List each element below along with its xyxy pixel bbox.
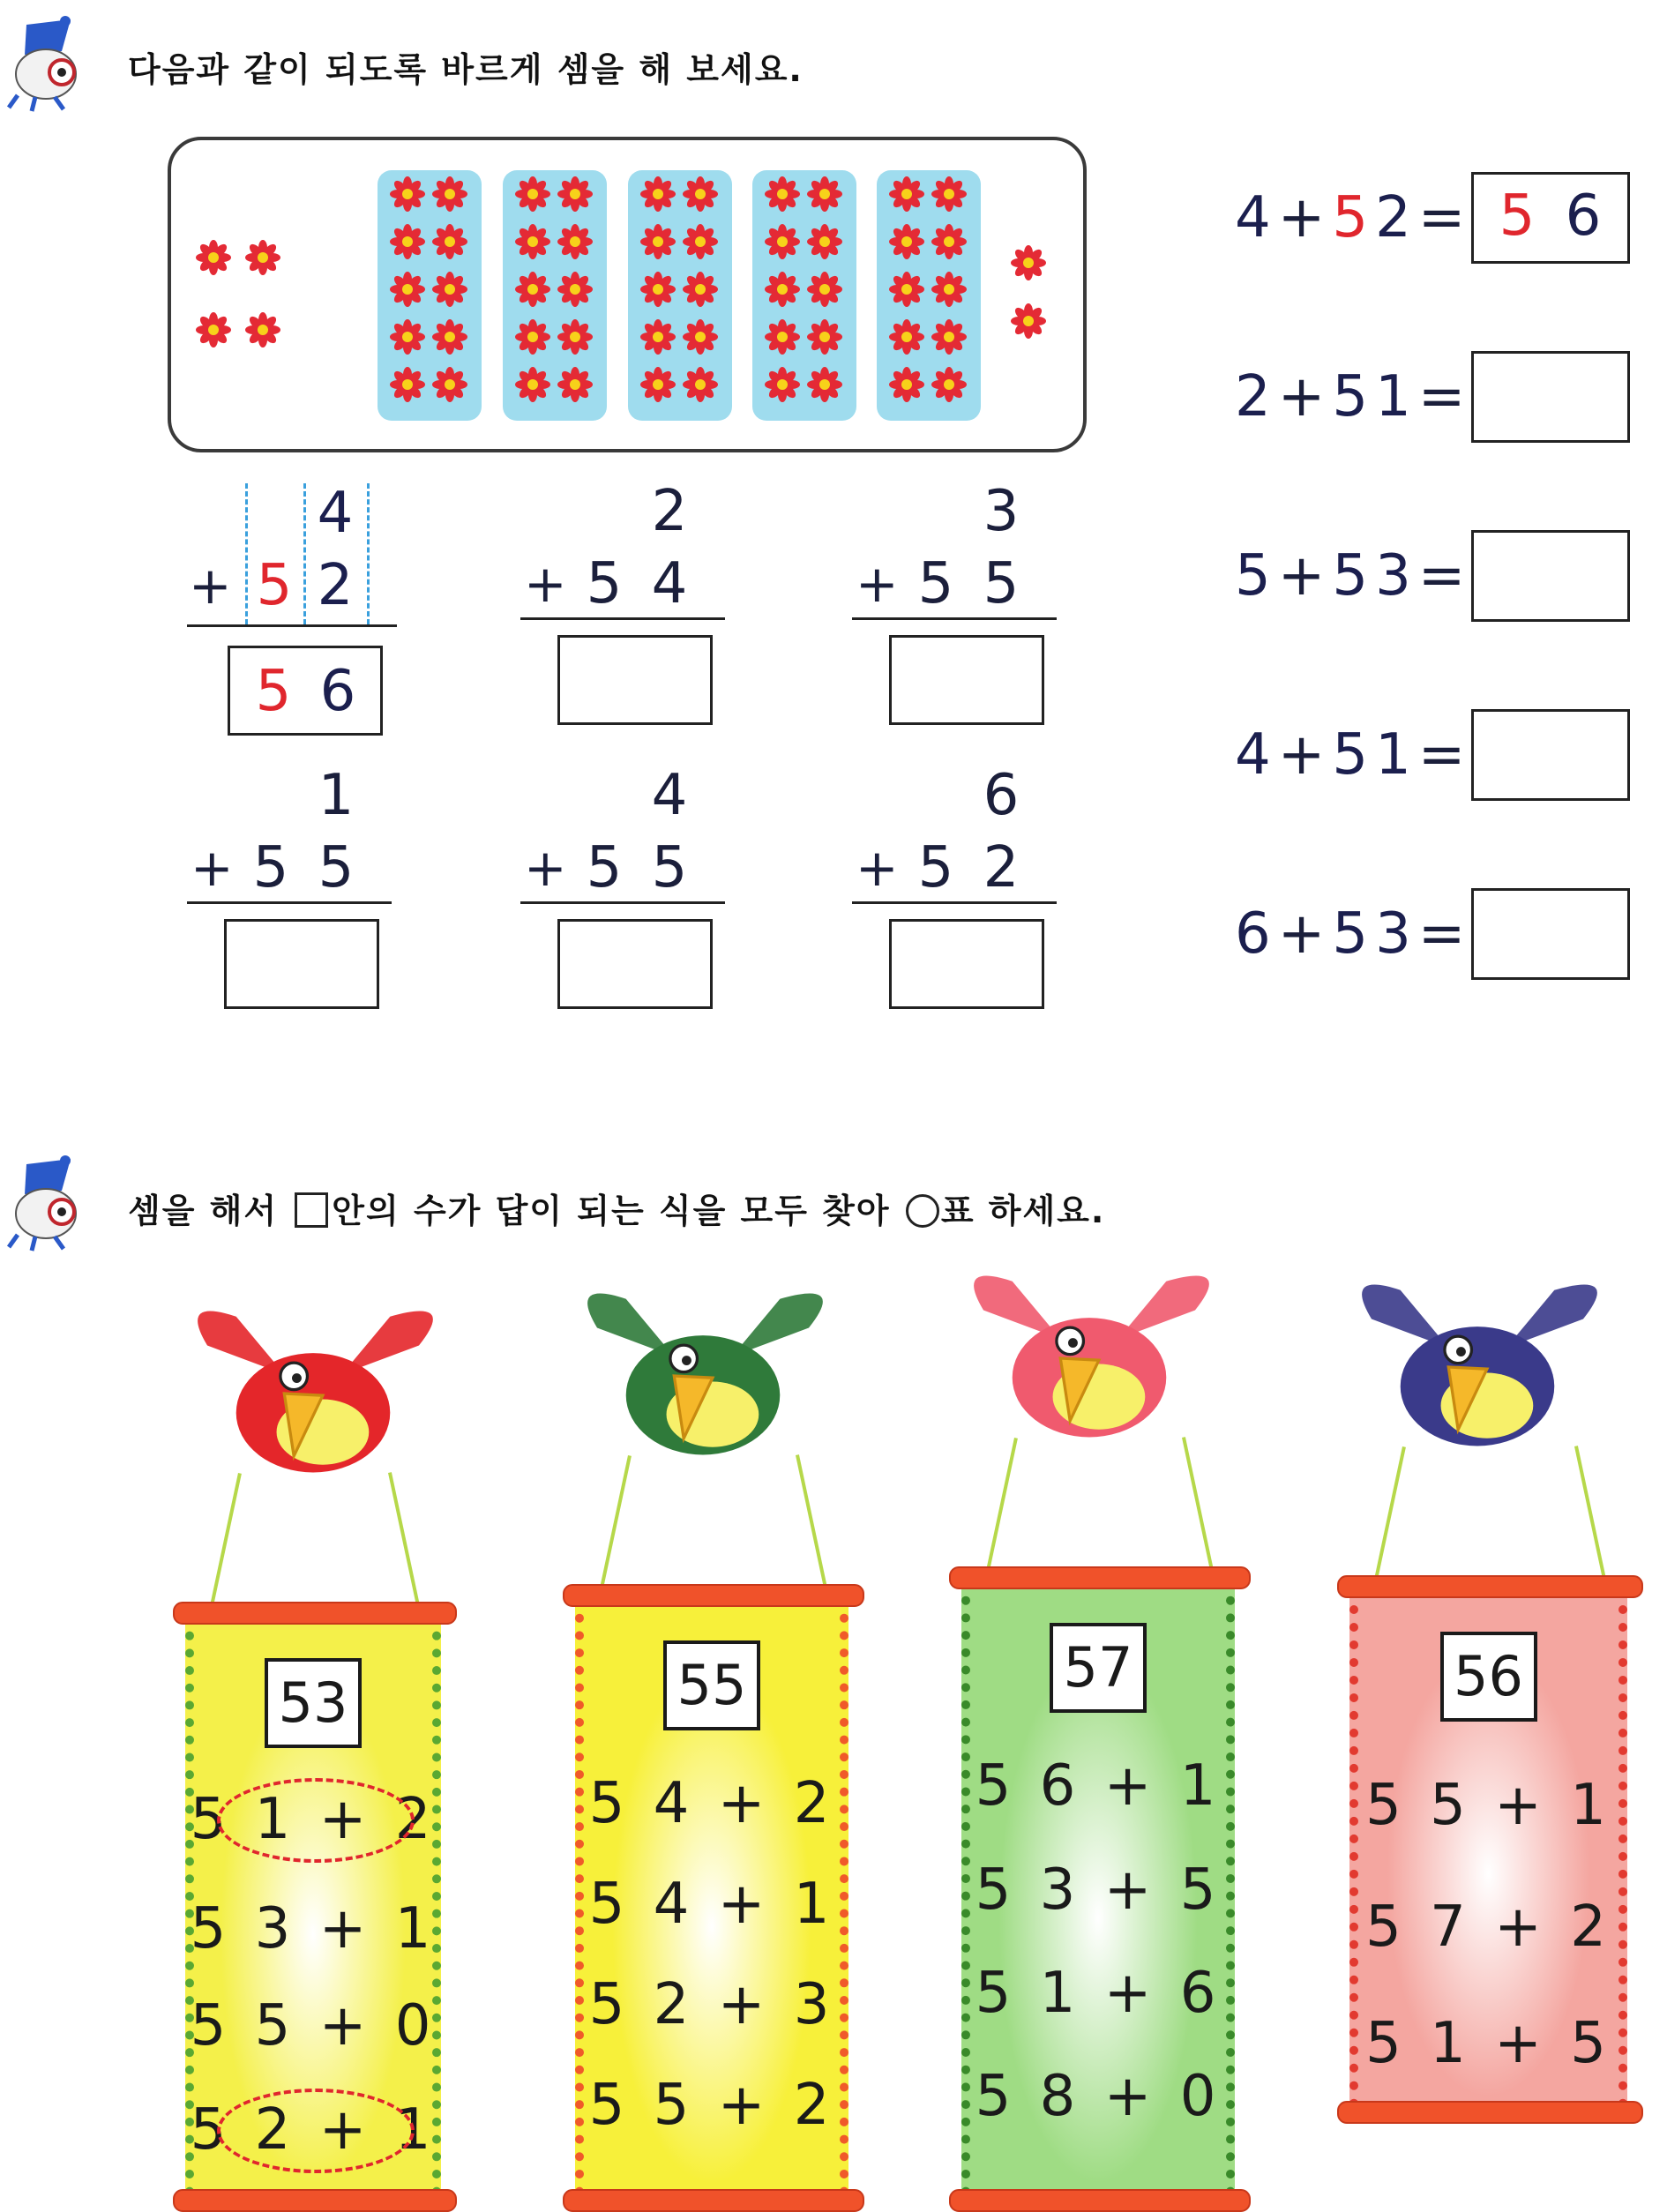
operand-a: 4 xyxy=(1235,185,1271,250)
horizontal-problem xyxy=(1235,543,1472,609)
flower-icon xyxy=(807,272,842,307)
flower-icon xyxy=(515,272,550,307)
flower-icon xyxy=(196,312,231,347)
target-number-box: 53 xyxy=(265,1658,362,1748)
flower-icon xyxy=(683,367,718,402)
flower-icon xyxy=(557,367,593,402)
banner-top-rod xyxy=(1337,1575,1643,1598)
flower-icon xyxy=(683,319,718,355)
operator: + xyxy=(1277,543,1326,609)
vertical-bottom-tens: 5 xyxy=(586,835,623,900)
flower-icon xyxy=(765,176,800,212)
vertical-bottom-tens: 5 xyxy=(586,551,623,617)
flower-icon xyxy=(515,367,550,402)
flower-icon xyxy=(683,176,718,212)
vertical-plus: + xyxy=(191,838,234,898)
expression[interactable]: 5 6 + 1 xyxy=(975,1753,1222,1819)
target-number-box: 56 xyxy=(1440,1632,1537,1722)
operand-b-tens: 5 xyxy=(1332,901,1369,967)
banner-bottom-rod xyxy=(173,2189,457,2212)
operand-b-ones: 3 xyxy=(1375,543,1411,609)
expression[interactable]: 5 1 + 6 xyxy=(975,1961,1222,2026)
guide-dash-mid xyxy=(303,483,306,624)
operand-a: 5 xyxy=(1235,543,1271,609)
horizontal-problem xyxy=(1235,901,1472,967)
flower-icon xyxy=(807,319,842,355)
expression[interactable]: 5 4 + 1 xyxy=(588,1872,835,1937)
equals-sign: = xyxy=(1417,901,1466,967)
vertical-top-digit: 6 xyxy=(983,763,1020,828)
flower-icon xyxy=(889,176,924,212)
answer-box[interactable] xyxy=(889,919,1044,1009)
horizontal-problem xyxy=(1235,364,1472,430)
flower-icon xyxy=(245,312,280,347)
operand-b-ones: 3 xyxy=(1375,901,1411,967)
operand-b-ones: 2 xyxy=(1375,185,1411,250)
flower-icon xyxy=(683,272,718,307)
equation-answer-box[interactable] xyxy=(1471,530,1630,622)
vertical-bottom-ones: 5 xyxy=(651,835,688,900)
flower-icon xyxy=(640,224,676,259)
vertical-plus: + xyxy=(524,554,567,614)
mascot-icon xyxy=(0,16,88,113)
vertical-rule xyxy=(852,901,1057,904)
example-answer-tens: 5 xyxy=(255,659,292,724)
example-ones-top: 4 xyxy=(317,481,354,546)
vertical-bottom-ones: 2 xyxy=(983,835,1020,900)
flower-icon xyxy=(683,224,718,259)
flower-icon xyxy=(889,319,924,355)
expression[interactable]: 5 4 + 2 xyxy=(588,1771,835,1836)
horizontal-problem xyxy=(1235,722,1472,788)
banner-top-rod xyxy=(563,1584,864,1607)
flower-icon xyxy=(390,272,425,307)
operator: + xyxy=(1277,901,1326,967)
vertical-bottom-tens: 5 xyxy=(917,835,954,900)
instruction-2-part2: 안의 수가 답이 되는 식을 모두 찾아 xyxy=(332,1192,904,1230)
expression[interactable]: 5 1 + 5 xyxy=(1365,2011,1611,2076)
operand-b-ones: 1 xyxy=(1375,364,1411,430)
operand-a: 6 xyxy=(1235,901,1271,967)
flower-icon xyxy=(557,224,593,259)
answer-box[interactable] xyxy=(224,919,379,1009)
expression[interactable]: 5 8 + 0 xyxy=(975,2064,1222,2129)
flower-icon xyxy=(245,240,280,275)
flower-icon xyxy=(931,224,967,259)
flower-icon xyxy=(1011,245,1046,280)
answer-circle xyxy=(217,1778,415,1863)
flower-icon xyxy=(432,319,467,355)
flower-icon xyxy=(889,224,924,259)
vertical-top-digit: 3 xyxy=(983,479,1020,544)
vertical-top-digit: 1 xyxy=(318,763,355,828)
equals-sign: = xyxy=(1417,185,1466,250)
banner-bottom-rod xyxy=(1337,2101,1643,2124)
flower-icon xyxy=(931,319,967,355)
expression[interactable]: 5 3 + 1 xyxy=(190,1896,437,1962)
expression[interactable]: 5 3 + 5 xyxy=(975,1857,1222,1923)
vertical-rule xyxy=(520,617,725,620)
vertical-bottom-tens: 5 xyxy=(917,551,954,617)
example-answer-ones: 6 xyxy=(319,659,356,724)
answer-tens: 5 xyxy=(1499,183,1536,249)
flower-icon xyxy=(557,176,593,212)
instruction-2 xyxy=(128,1184,1105,1232)
flower-icon xyxy=(515,319,550,355)
operand-a: 4 xyxy=(1235,722,1271,788)
vertical-bottom-ones: 5 xyxy=(983,551,1020,617)
expression[interactable]: 5 5 + 1 xyxy=(1365,1773,1611,1838)
vertical-rule xyxy=(520,901,725,904)
example-tens: 5 xyxy=(256,553,293,618)
flower-icon xyxy=(807,367,842,402)
flower-icon xyxy=(390,176,425,212)
equation-answer-box[interactable] xyxy=(1471,709,1630,801)
vertical-rule xyxy=(187,901,392,904)
vertical-plus: + xyxy=(856,838,899,898)
flower-icon xyxy=(640,272,676,307)
instruction-1: 다음과 같이 되도록 바르게 셈을 해 보세요. xyxy=(128,50,804,89)
vertical-rule xyxy=(852,617,1057,620)
operator: + xyxy=(1277,185,1326,250)
flower-icon xyxy=(515,176,550,212)
answer-box[interactable] xyxy=(557,635,713,725)
flower-icon xyxy=(765,224,800,259)
vertical-bottom-tens: 5 xyxy=(252,835,289,900)
purple-bird-icon xyxy=(1332,1261,1623,1473)
operand-b-tens: 5 xyxy=(1332,364,1369,430)
flower-icon xyxy=(390,367,425,402)
flower-icon xyxy=(765,272,800,307)
flower-icon xyxy=(1011,303,1046,339)
flower-icon xyxy=(432,367,467,402)
flower-icon xyxy=(557,272,593,307)
equals-sign: = xyxy=(1417,364,1466,430)
expression[interactable]: 5 1 + 2 xyxy=(190,1787,437,1852)
banner-top-rod xyxy=(173,1602,457,1625)
equals-sign: = xyxy=(1417,543,1466,609)
flower-icon xyxy=(931,367,967,402)
expression[interactable]: 5 7 + 2 xyxy=(1365,1894,1611,1960)
square-icon xyxy=(295,1192,328,1228)
banner-bottom-rod xyxy=(563,2189,864,2212)
operand-b-tens: 5 xyxy=(1332,185,1369,250)
flower-icon xyxy=(931,176,967,212)
target-number-box: 55 xyxy=(663,1640,760,1730)
horizontal-problem xyxy=(1235,185,1472,250)
vertical-bottom-ones: 5 xyxy=(318,835,355,900)
flower-icon xyxy=(432,272,467,307)
mascot-icon-2 xyxy=(0,1155,88,1252)
vertical-bottom-ones: 4 xyxy=(651,551,688,617)
instruction-2-part1: 셈을 해서 xyxy=(128,1192,292,1230)
guide-dash-left xyxy=(245,483,248,624)
flower-icon xyxy=(807,224,842,259)
operand-a: 2 xyxy=(1235,364,1271,430)
guide-dash-right xyxy=(367,483,370,624)
operator: + xyxy=(1277,722,1326,788)
expression[interactable]: 5 2 + 3 xyxy=(588,1972,835,2037)
flower-icon xyxy=(931,272,967,307)
flower-icon xyxy=(765,319,800,355)
answer-ones: 6 xyxy=(1565,183,1602,249)
expression[interactable]: 5 5 + 0 xyxy=(190,1993,437,2059)
equation-answer-box[interactable] xyxy=(1471,351,1630,443)
flower-icon xyxy=(640,367,676,402)
banner-bottom-rod xyxy=(949,2189,1251,2212)
example-rule xyxy=(187,624,397,627)
answer-box[interactable] xyxy=(889,635,1044,725)
flower-icon xyxy=(432,176,467,212)
flower-icon xyxy=(889,272,924,307)
equals-sign: = xyxy=(1417,722,1466,788)
flower-icon xyxy=(640,176,676,212)
pink-bird-icon xyxy=(944,1252,1235,1464)
vertical-plus: + xyxy=(856,554,899,614)
flower-icon xyxy=(807,176,842,212)
expression[interactable]: 5 5 + 2 xyxy=(588,2073,835,2138)
vertical-plus: + xyxy=(524,838,567,898)
answer-box[interactable] xyxy=(557,919,713,1009)
example-plus: + xyxy=(189,556,232,616)
expression[interactable]: 5 2 + 1 xyxy=(190,2097,437,2163)
target-number-box: 57 xyxy=(1050,1623,1147,1713)
operand-b-tens: 5 xyxy=(1332,722,1369,788)
example-ones-bottom: 2 xyxy=(317,553,354,618)
flower-icon xyxy=(196,240,231,275)
flower-icon xyxy=(765,367,800,402)
equation-answer-box[interactable] xyxy=(1471,888,1630,980)
circle-icon xyxy=(906,1194,939,1228)
flower-icon xyxy=(889,367,924,402)
banner-top-rod xyxy=(949,1566,1251,1589)
flower-icon xyxy=(515,224,550,259)
flower-icon xyxy=(390,319,425,355)
green-bird-icon xyxy=(557,1270,848,1482)
flower-icon xyxy=(557,319,593,355)
vertical-top-digit: 4 xyxy=(651,763,688,828)
red-bird-icon xyxy=(168,1288,459,1499)
operand-b-ones: 1 xyxy=(1375,722,1411,788)
flower-icon xyxy=(640,319,676,355)
answer-circle xyxy=(217,2089,415,2173)
instruction-2-part3: 표 하세요. xyxy=(940,1192,1106,1230)
operator: + xyxy=(1277,364,1326,430)
flower-icon xyxy=(390,224,425,259)
operand-b-tens: 5 xyxy=(1332,543,1369,609)
flower-icon xyxy=(432,224,467,259)
vertical-top-digit: 2 xyxy=(651,479,688,544)
